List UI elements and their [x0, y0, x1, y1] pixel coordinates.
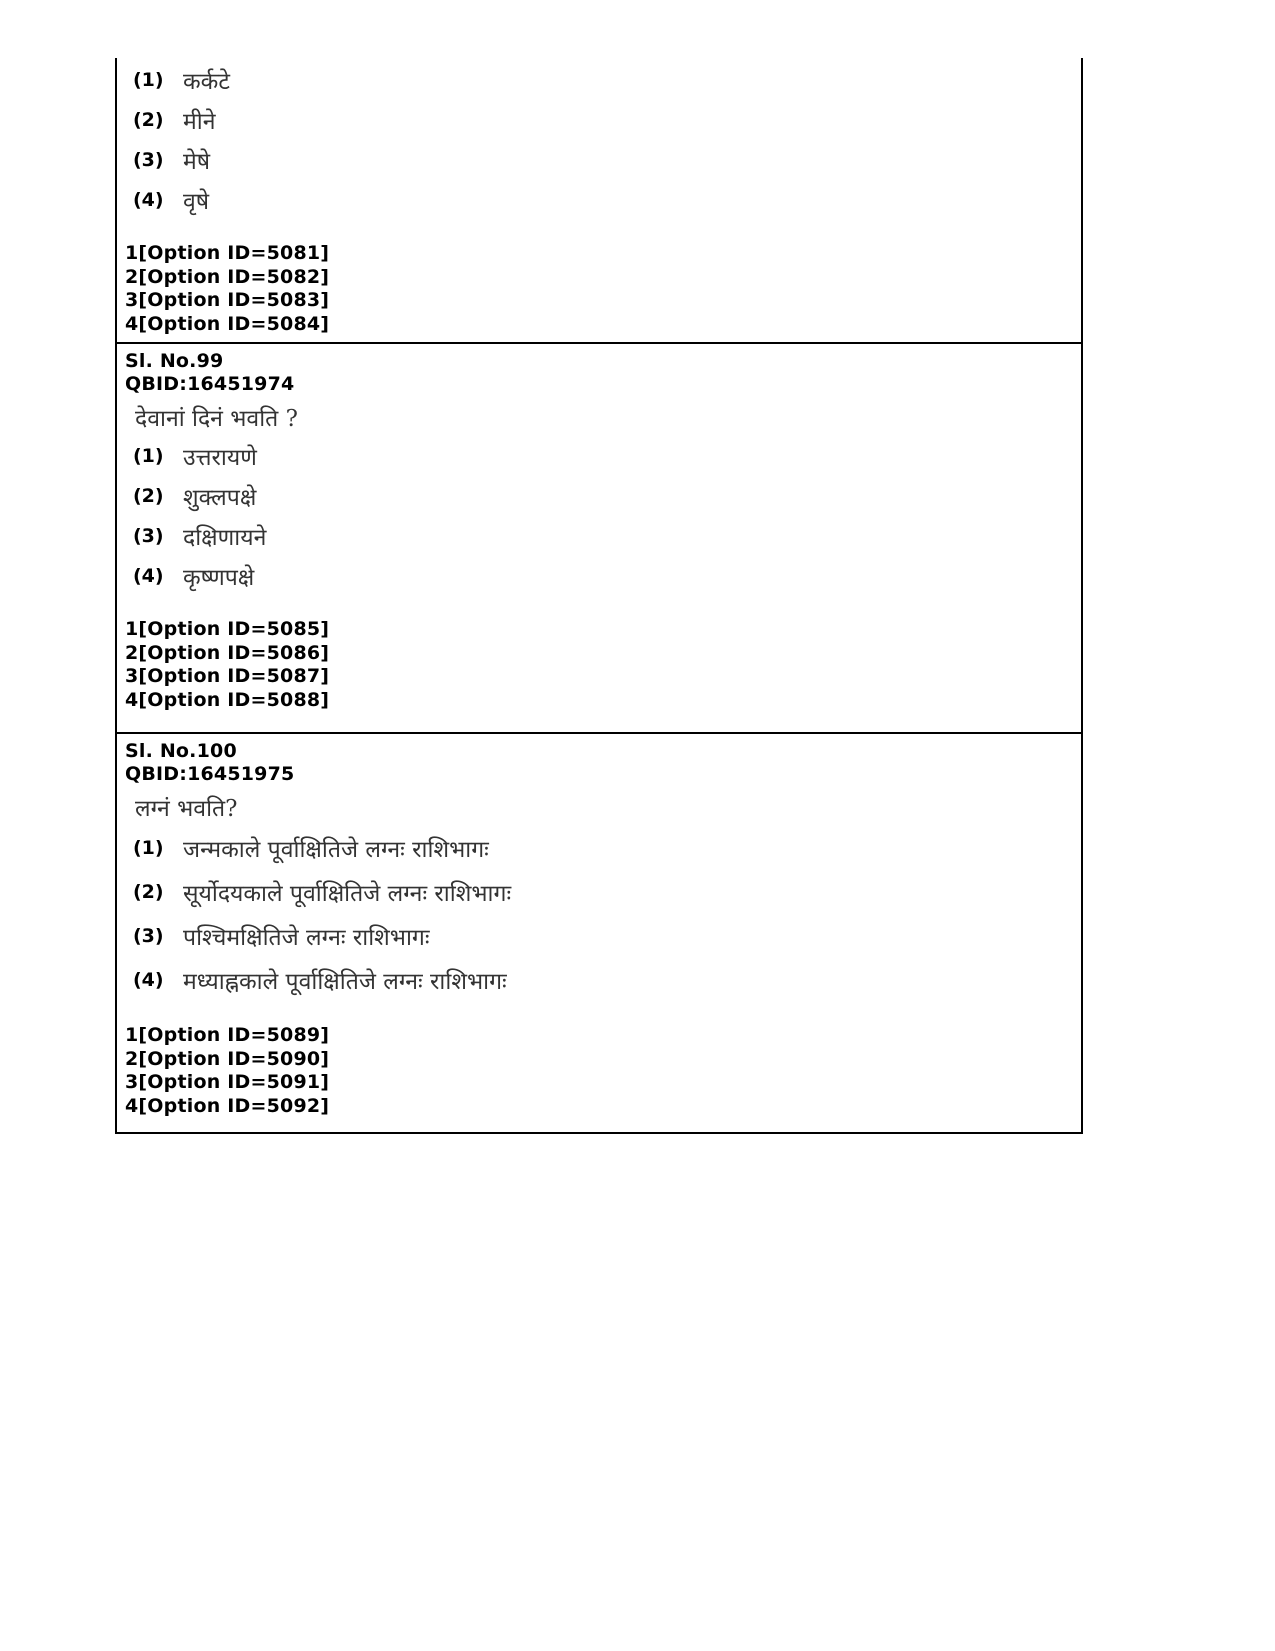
option-row — [133, 826, 1081, 870]
option-id-list — [125, 242, 1081, 336]
option-row — [133, 100, 1081, 140]
options-list — [133, 826, 1081, 1002]
option-text: सूर्योदयकाले पूर्वाक्षितिजे लग्नः राशिभागः — [183, 881, 512, 907]
option-number: (4) — [133, 565, 164, 587]
question-block-98 — [117, 58, 1081, 342]
option-number: (2) — [133, 485, 164, 507]
option-row — [133, 140, 1081, 180]
option-number: (1) — [133, 69, 164, 91]
option-row — [133, 870, 1081, 914]
option-text: मध्याह्नकाले पूर्वाक्षितिजे लग्नः राशिभागः — [183, 969, 507, 995]
option-id-list — [125, 1024, 1081, 1118]
option-id: 2[Option ID=5082] — [125, 265, 330, 288]
option-number: (2) — [133, 109, 164, 131]
question-text: देवानां दिनं भवति ? — [135, 406, 298, 432]
option-text: दक्षिणायने — [183, 525, 267, 551]
option-id: 1[Option ID=5089] — [125, 1024, 330, 1046]
option-text: मीने — [183, 109, 216, 135]
option-row — [133, 958, 1081, 1002]
serial-number: Sl. No.100 — [125, 740, 237, 762]
option-id: 2[Option ID=5086] — [125, 641, 330, 664]
qbid: QBID:16451974 — [125, 373, 295, 395]
option-text: शुक्लपक्षे — [183, 485, 257, 511]
option-row — [133, 914, 1081, 958]
option-row — [133, 516, 1081, 556]
question-text: लग्नं भवति? — [135, 796, 238, 822]
qbid: QBID:16451975 — [125, 763, 295, 785]
option-text: कृष्णपक्षे — [183, 565, 255, 591]
option-text: मेषे — [183, 149, 211, 175]
option-row — [133, 180, 1081, 220]
option-number: (4) — [133, 189, 164, 211]
option-number: (3) — [133, 149, 164, 171]
option-id: 3[Option ID=5087] — [125, 665, 330, 687]
option-id: 1[Option ID=5085] — [125, 618, 330, 640]
option-text: जन्मकाले पूर्वाक्षितिजे लग्नः राशिभागः — [183, 837, 489, 863]
option-row — [133, 556, 1081, 596]
option-text: उत्तरायणे — [183, 445, 257, 471]
option-number: (1) — [133, 837, 164, 859]
option-id: 3[Option ID=5091] — [125, 1071, 330, 1093]
option-row — [133, 476, 1081, 516]
options-list — [133, 60, 1081, 220]
option-number: (3) — [133, 925, 164, 947]
question-sheet — [115, 58, 1083, 1134]
option-number: (3) — [133, 525, 164, 547]
question-block-99 — [117, 342, 1081, 732]
option-text: पश्चिमक्षितिजे लग्नः राशिभागः — [183, 925, 430, 951]
option-id: 4[Option ID=5092] — [125, 1094, 330, 1117]
question-block-100 — [117, 732, 1081, 1132]
options-list — [133, 436, 1081, 596]
option-number: (2) — [133, 881, 164, 903]
serial-number: Sl. No.99 — [125, 350, 224, 372]
option-id: 4[Option ID=5084] — [125, 312, 330, 335]
option-text: वृषे — [183, 189, 210, 215]
option-row — [133, 436, 1081, 476]
option-id: 3[Option ID=5083] — [125, 289, 330, 311]
option-id: 2[Option ID=5090] — [125, 1047, 330, 1070]
option-text: कर्कटे — [183, 69, 230, 95]
option-row — [133, 60, 1081, 100]
option-id: 4[Option ID=5088] — [125, 688, 330, 711]
option-id-list — [125, 618, 1081, 712]
option-id: 1[Option ID=5081] — [125, 242, 330, 264]
option-number: (1) — [133, 445, 164, 467]
option-number: (4) — [133, 969, 164, 991]
